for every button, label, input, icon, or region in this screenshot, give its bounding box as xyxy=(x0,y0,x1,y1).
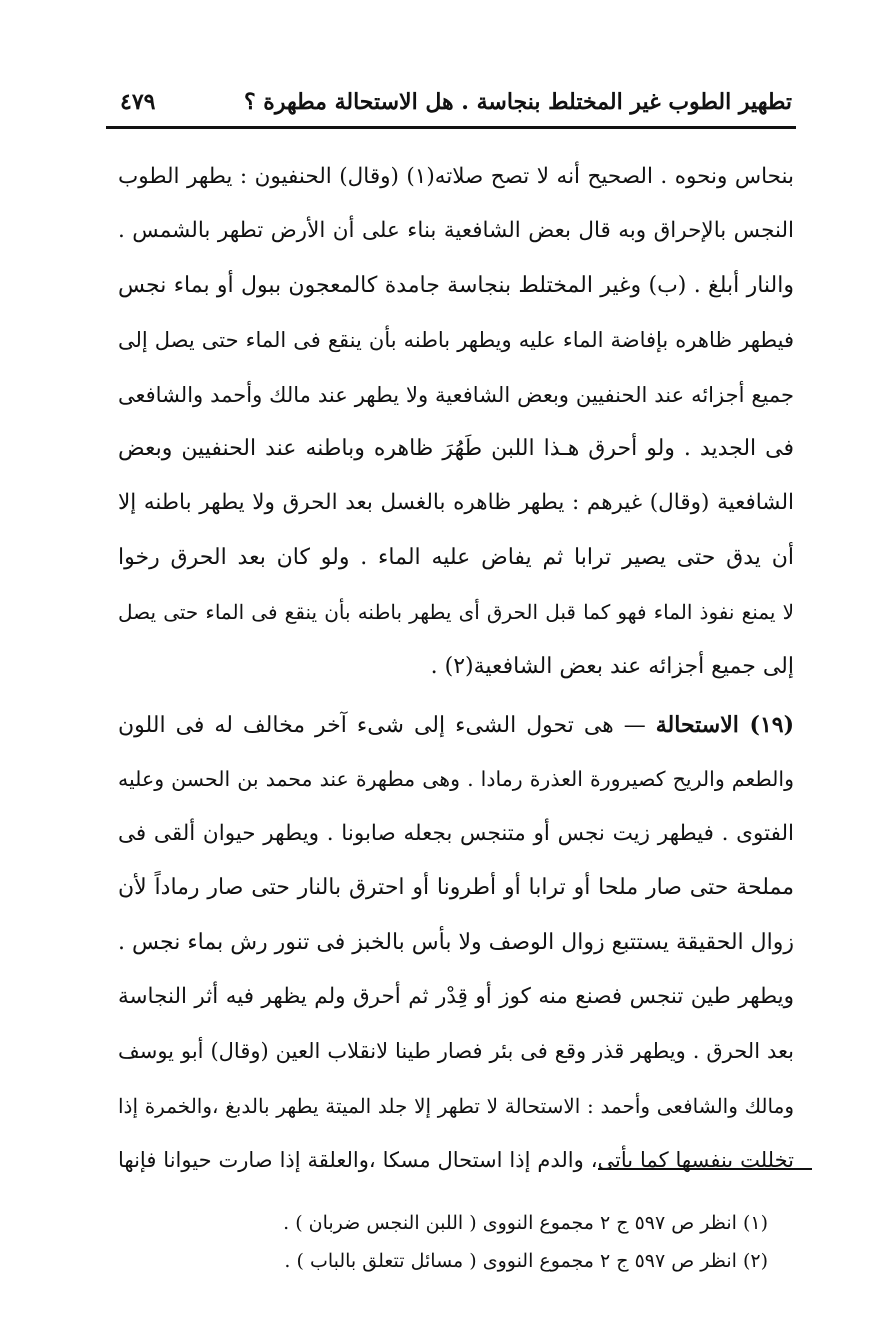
footnotes xyxy=(140,1204,768,1280)
text-line: بنحاس ونحوه . الصحيح أنه لا تصح صلاته(١) (وقال) الحنفيون : يطهر الطوب xyxy=(118,164,794,189)
text-line: فى الجديد . ولو أحرق هـذا اللبن طَهُرَ ظاهره وباطنه عند الحنفيين وبعض xyxy=(118,435,794,461)
text-line: النجس بالإحراق وبه قال بعض الشافعية بناء على أن الأرض تطهر بالشمس . xyxy=(118,218,794,244)
paragraph-1 xyxy=(118,150,794,694)
text-line: زوال الحقيقة يستتبع زوال الوصف ولا بأس بالخبز فى تنور رش بماء نجس . xyxy=(118,929,794,955)
text-line: أن يدق حتى يصير ترابا ثم يفاض عليه الماء . ولو كان بعد الحرق رخوا xyxy=(118,544,794,570)
text-line-with-heading xyxy=(118,698,794,752)
header-title: تطهير الطوب غير المختلط بنجاسة . هل الاستحالة مطهرة ؟ xyxy=(243,89,792,115)
text-line: ومالك والشافعى وأحمد : الاستحالة لا تطهر إلا جلد الميتة يطهر بالدبغ ،والخمرة إذا xyxy=(118,1093,794,1118)
text-line: الشافعية (وقال) غيرهم : يطهر ظاهره بالغسل بعد الحرق ولا يطهر باطنه إلا xyxy=(118,490,794,516)
text-line: تخللت بنفسها كما يأتى، والدم إذا استحال مسكا ،والعلقة إذا صارت حيوانا فإنها xyxy=(118,1148,794,1173)
running-header xyxy=(120,84,792,120)
paragraph-2 xyxy=(118,698,794,1188)
header-divider xyxy=(106,126,796,129)
text-line: إلى جميع أجزائه عند بعض الشافعية(٢) . xyxy=(430,653,794,679)
footnote: (٢) انظر ص ٥٩٧ ج ٢ مجموع النووى ( مسائل تتعلق بالباب ) . xyxy=(284,1250,768,1272)
text-line: لا يمنع نفوذ الماء فهو كما قبل الحرق أى يطهر باطنه بأن ينقع فى الماء حتى يصل xyxy=(118,600,794,625)
text-line: الفتوى . فيطهر زيت نجس أو متنجس بجعله صابونا . ويطهر حيوان ألقى فى xyxy=(118,820,794,846)
text-line: مملحة حتى صار ملحا أو ترابا أو أطرونا أو احترق بالنار حتى صار رماداً لأن xyxy=(118,875,794,901)
text-line: بعد الحرق . ويطهر قذر وقع فى بئر فصار طينا لانقلاب العين (وقال) أبو يوسف xyxy=(118,1039,794,1064)
section-heading: (١٩) الاستحالة xyxy=(655,712,794,738)
text-run: — هى تحول الشىء إلى شىء آخر مخالف له فى اللون xyxy=(118,713,646,738)
footnote-divider xyxy=(598,1168,812,1170)
footnote: (١) انظر ص ٥٩٧ ج ٢ مجموع النووى ( اللبن النجس ضربان ) . xyxy=(283,1212,768,1234)
text-line: والطعم والريح كصيرورة العذرة رمادا . وهى مطهرة عند محمد بن الحسن وعليه xyxy=(118,767,794,792)
page-number: ٤٧٩ xyxy=(120,89,156,115)
text-line: جميع أجزائه عند الحنفيين وبعض الشافعية ولا يطهر عند مالك وأحمد والشافعى xyxy=(118,382,794,407)
text-line: فيطهر ظاهره بإفاضة الماء عليه ويطهر باطنه بأن ينقع فى الماء حتى يصل إلى xyxy=(118,328,794,353)
text-line: ويطهر طين تنجس فصنع منه كوز أو قِدْر ثم أحرق ولم يظهر فيه أثر النجاسة xyxy=(118,983,794,1009)
text-line: والنار أبلغ . (ب) وغير المختلط بنجاسة جامدة كالمعجون ببول أو بماء نجس xyxy=(118,272,794,298)
